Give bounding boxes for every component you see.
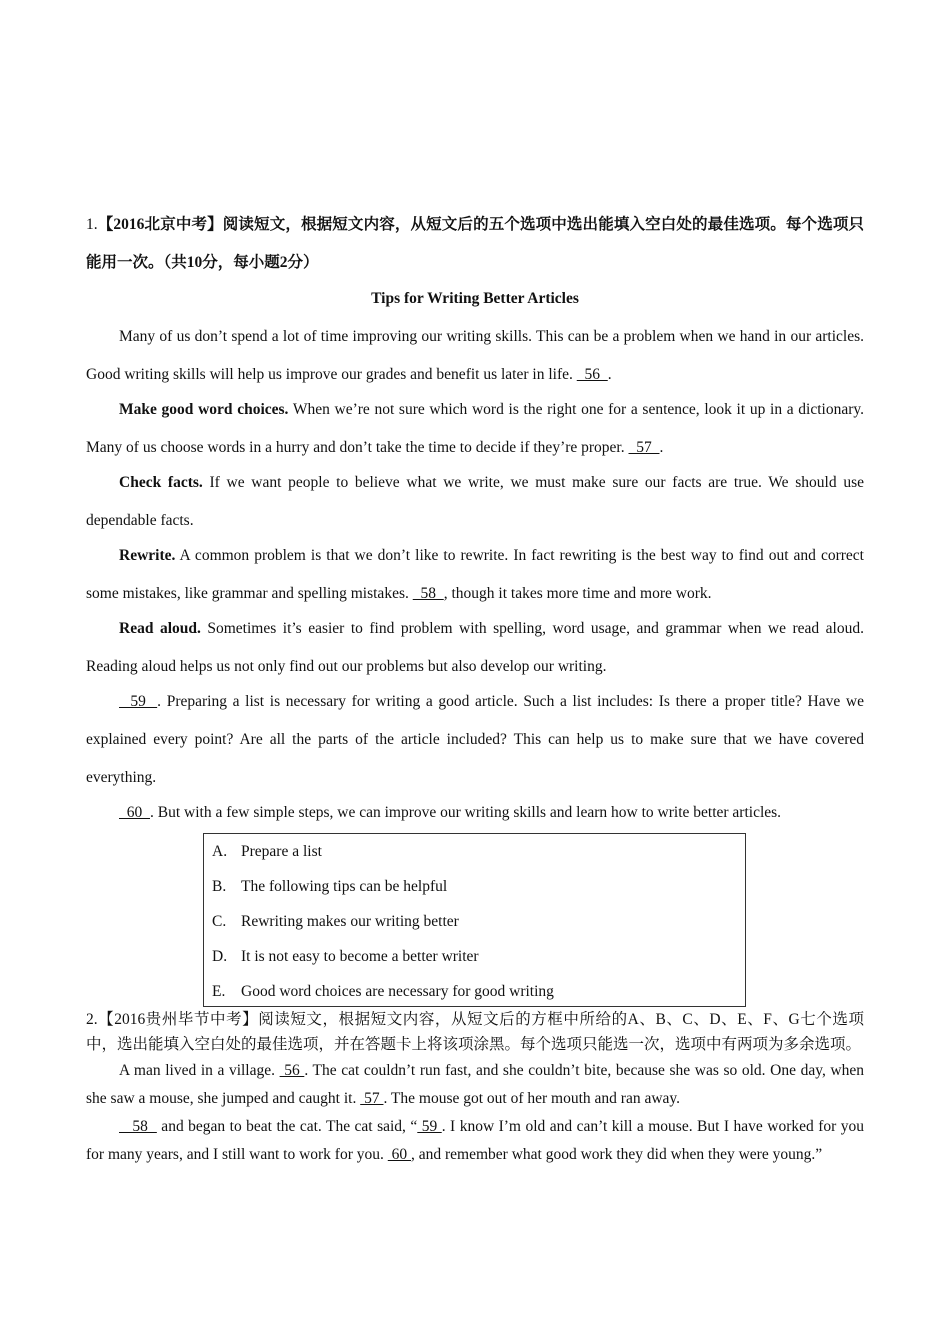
question-1-header — [86, 206, 864, 282]
paragraph-text: When we’re not sure which word is the right one for a sentence, look it up in a dictionary. Many of us choose words in a hurry and don’t take the time to decide if they’re proper. — [86, 401, 864, 456]
paragraph-heading: Rewrite. — [119, 547, 176, 564]
paragraph-text: Many of us don’t spend a lot of time improving our writing skills. This can be a problem when we hand in our articles. Good writing skills will help us improve our grades and benefit us later in life. — [86, 328, 864, 383]
blank-57: 57 — [628, 439, 660, 456]
story-text: . The cat couldn’t run fast, and she couldn’t bite, because she was so old. One day, when she saw a mouse, she jumped and caught it. — [86, 1062, 864, 1107]
option-d — [204, 939, 745, 974]
article-title: Tips for Writing Better Articles — [371, 290, 579, 307]
paragraph-text: A common problem is that we don’t like to rewrite. In fact rewriting is the best way to find out and correct some mistakes, like grammar and spelling mistakes. — [86, 547, 864, 602]
option-letter: C. — [212, 913, 227, 930]
story-text: and began to beat the cat. The cat said, “ — [156, 1118, 418, 1135]
story-paragraph-1 — [86, 1057, 864, 1113]
q2-blank-56: 56 — [279, 1062, 305, 1079]
story-text: . I know I’m old and can’t kill a mouse. But I have worked for you for many years, and I still want to work for you. — [86, 1118, 865, 1163]
story-paragraph-2 — [86, 1113, 864, 1169]
article-paragraph — [86, 391, 864, 467]
q2-blank-59: 59 — [417, 1118, 442, 1135]
q2-blank-58: 58 — [119, 1118, 157, 1135]
option-b — [204, 869, 745, 904]
option-letter: E. — [212, 983, 226, 1000]
option-letter: D. — [212, 948, 228, 965]
article-paragraph — [86, 464, 864, 540]
paragraph-text-after: . — [607, 366, 612, 383]
article-paragraph — [86, 610, 864, 686]
paragraph-heading: Read aloud. — [119, 620, 201, 637]
question-1-instruction: 阅读短文，根据短文内容，从短文后的五个选项中选出能填入空白处的最佳选项。每个选项只能用一次。（共10分，每小题2分） — [86, 216, 864, 271]
article-paragraph — [86, 794, 864, 832]
option-text: Good word choices are necessary for good writing — [241, 983, 554, 1000]
q2-blank-57: 57 — [360, 1090, 384, 1107]
q2-blank-60: 60 — [387, 1146, 412, 1163]
blank-58: 58 — [412, 585, 444, 602]
paragraph-text: Sometimes it’s easier to find problem with spelling, word usage, and grammar when we read aloud. Reading aloud helps us not only find out our problems but also develop our writing. — [86, 620, 864, 675]
options-box — [203, 833, 746, 1007]
blank-60: 60 — [119, 804, 150, 821]
option-e — [204, 974, 745, 1009]
paragraph-text-after: . But with a few simple steps, we can improve our writing skills and learn how to write better articles. — [150, 804, 782, 821]
document-page — [86, 206, 864, 1169]
option-text: Rewriting makes our writing better — [241, 913, 459, 930]
paragraph-text: If we want people to believe what we write, we must make sure our facts are true. We should use dependable facts. — [86, 474, 864, 529]
story-text: A man lived in a village. — [119, 1062, 280, 1079]
paragraph-text-after: , though it takes more time and more work. — [443, 585, 712, 602]
paragraph-heading: Make good word choices. — [119, 401, 289, 418]
paragraph-text-after: . — [659, 439, 664, 456]
question-2-instruction: 阅读短文，根据短文内容，从短文后的方框中所给的A、B、C、D、E、F、G七个选项中，选出能填入空白处的最佳选项，并在答题卡上将该项涂黑。每个选项只能选一次，选项中有两项为多余选项。 — [86, 1011, 864, 1053]
blank-59: 59 — [119, 693, 158, 710]
article-paragraph — [86, 318, 864, 394]
option-a — [204, 834, 745, 869]
option-letter: B. — [212, 878, 227, 895]
question-1-number: 1. — [86, 216, 98, 233]
option-text: Prepare a list — [241, 843, 322, 860]
article-paragraph — [86, 683, 864, 797]
story-text: . The mouse got out of her mouth and ran away. — [383, 1090, 681, 1107]
paragraph-heading: Check facts. — [119, 474, 203, 491]
article-body — [86, 318, 864, 832]
question-2-header — [86, 1007, 864, 1057]
option-text: The following tips can be helpful — [241, 878, 448, 895]
paragraph-text-after: . Preparing a list is necessary for writing a good article. Such a list includes: Is there a proper title? Have we explained every point? Are all the parts of the article included? This can help us to make sure that we have covered everything. — [86, 693, 864, 786]
question-2-tag: 【2016贵州毕节中考】 — [97, 1011, 259, 1028]
question-1-tag: 【2016北京中考】 — [97, 216, 223, 233]
option-letter: A. — [212, 843, 228, 860]
blank-56: 56 — [576, 366, 608, 383]
story-text: , and remember what good work they did when they were young.” — [411, 1146, 823, 1163]
option-c — [204, 904, 745, 939]
question-2-number: 2. — [86, 1011, 98, 1028]
article-paragraph — [86, 537, 864, 613]
option-text: It is not easy to become a better writer — [241, 948, 479, 965]
